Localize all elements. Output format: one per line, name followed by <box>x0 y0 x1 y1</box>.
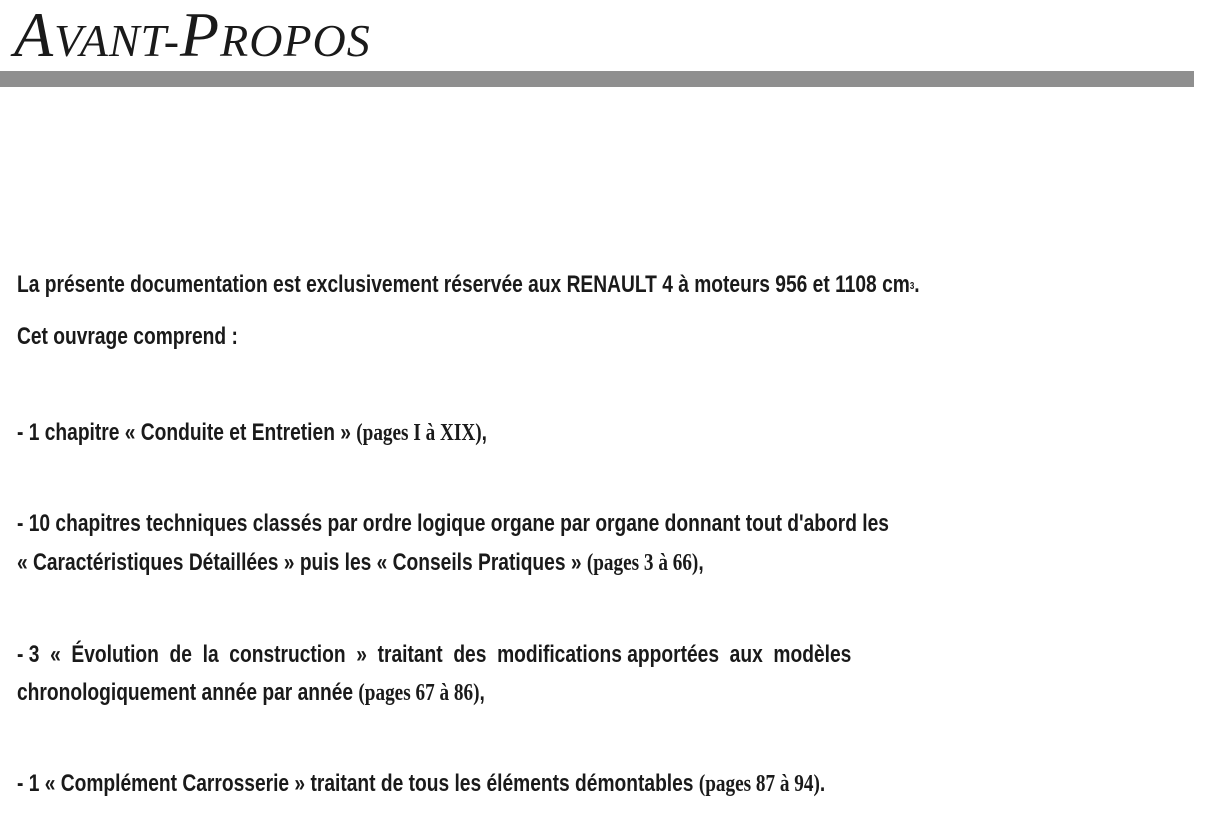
list-item-3-line-1 <box>17 640 851 670</box>
intro-sentence: La présente documentation est exclusivement réservée aux RENAULT 4 à moteurs 956 et 1108 cm <box>17 271 910 298</box>
list-item-3-line-2 <box>17 678 485 708</box>
list-item-1-text: - 1 chapitre « Conduite et Entretien » <box>17 419 357 446</box>
list-item-2-line-2 <box>17 548 704 578</box>
list-item-4 <box>17 769 825 799</box>
list-item-2-punct: , <box>698 549 704 576</box>
cubic-superscript: 3 <box>909 281 915 292</box>
list-item-4-page-ref: (pages 87 à 94) <box>698 771 820 797</box>
title-part-ropos: ROPOS <box>220 15 371 66</box>
intro-line-2 <box>17 322 238 352</box>
list-item-2-page-ref: (pages 3 à 66) <box>586 550 699 576</box>
list-item-3-text-1: - 3 « Évolution de la construction » traitant des modifications apportées aux modèles <box>17 641 852 668</box>
list-item-2-text-2: « Caractéristiques Détaillées » puis les « Conseils Pratiques » <box>17 549 587 576</box>
title-part-vant: VANT- <box>54 15 181 66</box>
list-item-3-text-2: chronologiquement année par année <box>17 679 359 706</box>
page-title <box>14 2 371 74</box>
list-item-4-punct: . <box>819 770 826 797</box>
list-item-3-page-ref: (pages 67 à 86) <box>358 680 480 706</box>
intro-line-1 <box>17 270 920 300</box>
list-item-1-page-ref: (pages I à XIX) <box>356 420 482 446</box>
list-item-2-line-1 <box>17 509 889 539</box>
list-item-4-text: - 1 « Complément Carrosserie » traitant de tous les éléments démontables <box>17 770 699 797</box>
title-underline-bar <box>0 71 1194 87</box>
intro-contents-lead: Cet ouvrage comprend : <box>17 323 238 350</box>
title-initial-p: P <box>180 0 221 70</box>
list-item-2-text-1: - 10 chapitres techniques classés par ordre logique organe par organe donnant tout d'abord les <box>17 510 889 537</box>
list-item-1-punct: , <box>481 419 487 446</box>
list-item-1 <box>17 418 487 448</box>
title-initial-a: A <box>14 0 55 70</box>
page-header <box>0 0 1208 90</box>
intro-period: . <box>914 271 920 298</box>
list-item-3-punct: , <box>479 679 485 706</box>
